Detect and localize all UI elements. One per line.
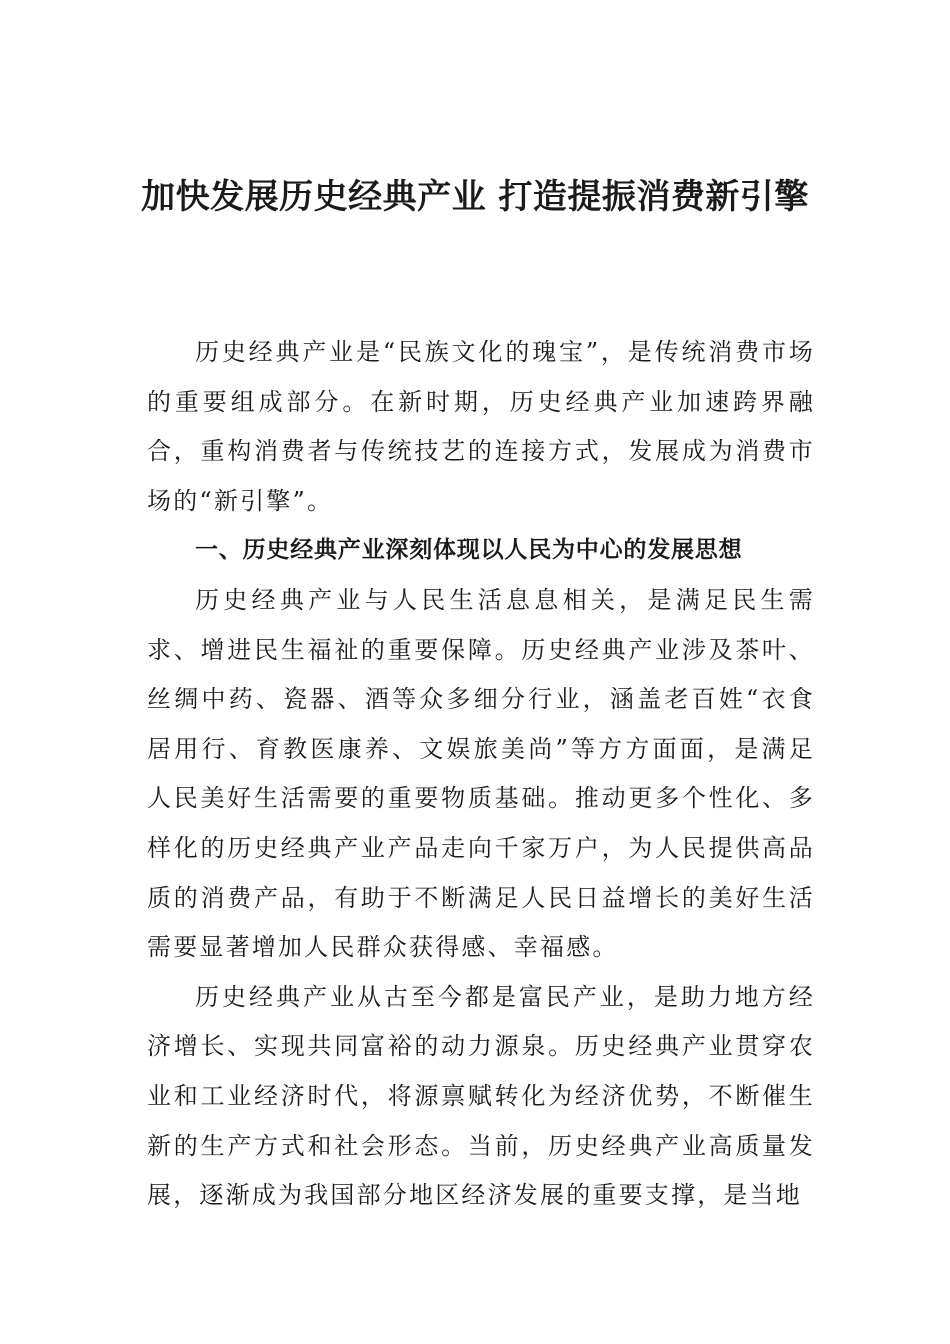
intro-paragraph: 历史经典产业是“民族文化的瑰宝”，是传统消费市场的重要组成部分。在新时期，历史经典产业加速跨界融合，重构消费者与传统技艺的连接方式，发展成为消费市场的“新引擎”。 bbox=[147, 338, 815, 515]
document-title: 加快发展历史经典产业 打造提振消费新引擎 bbox=[141, 177, 809, 217]
body-paragraph: 历史经典产业与人民生活息息相关，是满足民生需求、增进民生福祉的重要保障。历史经典产业涉及茶叶、丝绸中药、瓷器、酒等众多细分行业，涵盖老百姓“衣食居用行、育教医康养、文娱旅美尚”等方方面面，是满足人民美好生活需要的重要物质基础。推动更多个性化、多样化的历史经典产业产品走向千家万户，为人民提供高品质的消费产品，有助于不断满足人民日益增长的美好生活需要显著增加人民群众获得感、幸福感。 bbox=[147, 585, 815, 962]
body-paragraph: 历史经典产业从古至今都是富民产业，是助力地方经济增长、实现共同富裕的动力源泉。历史经典产业贯穿农业和工业经济时代，将源禀赋转化为经济优势，不断催生新的生产方式和社会形态。当前，历史经典产业高质量发展，逐渐成为我国部分地区经济发展的重要支撑，是当地 bbox=[147, 982, 815, 1210]
section-heading: 一、历史经典产业深刻体现以人民为中心的发展思想 bbox=[195, 537, 743, 564]
document-body bbox=[147, 328, 815, 1221]
